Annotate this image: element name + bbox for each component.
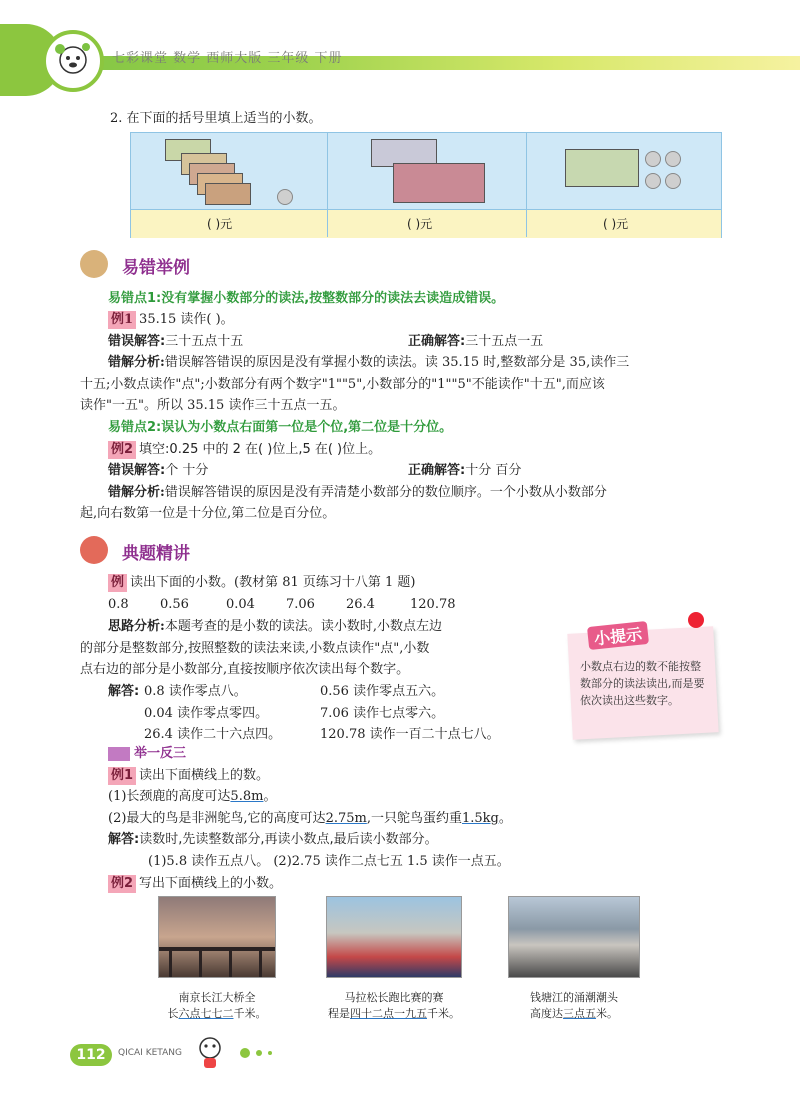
- answer-item: 0.8 读作零点八。: [144, 684, 247, 699]
- footer-dot: [240, 1048, 250, 1058]
- tomato-mascot-icon: [80, 536, 108, 564]
- answer-label: 解答:: [108, 684, 140, 699]
- footer-brand: QICAI KETANG: [118, 1048, 182, 1058]
- analysis-1-line1: 错解分析:错误解答错误的原因是没有掌握小数的读法。读 35.15 时,整数部分是 35,读作三: [108, 355, 630, 370]
- marathon-caption: 马拉松长跑比赛的赛 程是四十二点一九五千米。: [328, 991, 460, 1020]
- right-answer-1: 正确解答:三十五点一五: [408, 334, 544, 349]
- example-2-line: 例2 填空:0.25 中的 2 在( )位上,5 在( )位上。: [108, 439, 381, 461]
- error-point-2-title: 易错点2:误认为小数点右面第一位是个位,第二位是十分位。: [108, 420, 453, 435]
- errors-heading: 易错举例: [122, 258, 190, 278]
- practice-answer-line2: (1)5.8 读作五点八。 (2)2.75 读作二点七五 1.5 读作一点五。: [148, 854, 510, 869]
- answer-blank-3[interactable]: ( )元: [603, 217, 629, 231]
- practice-answer: 解答:读数时,先读整数部分,再读小数点,最后读小数部分。: [108, 832, 438, 847]
- idea-line1: 思路分析:本题考查的是小数的读法。读小数时,小数点左边: [108, 619, 442, 634]
- example-tag: 例1: [108, 311, 136, 329]
- idea-line3: 点右边的部分是小数部分,直接按顺序依次读出每个数字。: [80, 662, 410, 677]
- tip-text: 小数点右边的数不能按整数部分的读法读出,而是要依次读出这些数字。: [580, 660, 705, 707]
- footer-dot: [268, 1051, 272, 1055]
- decimal-numbers: 0.8 0.56 0.04 7.06 26.4 120.78: [108, 597, 456, 612]
- practice-ex1: 例1 读出下面横线上的数。: [108, 765, 269, 787]
- practice-ex2: 例2 写出下面横线上的小数。: [108, 873, 282, 895]
- example-tag: 例2: [108, 441, 136, 459]
- idea-line2: 的部分是整数部分,按照整数的读法来读,小数点读作"点",小数: [80, 641, 430, 656]
- typical-example-line: 例 读出下面的小数。(教材第 81 页练习十八第 1 题): [108, 572, 416, 594]
- bridge-photo: [158, 896, 276, 978]
- footer-dot: [256, 1050, 262, 1056]
- book-icon: [108, 747, 130, 761]
- page-number: 112: [70, 1044, 112, 1066]
- analysis-1-line3: 读作"一五"。所以 35.15 读作三十五点一五。: [80, 398, 346, 413]
- answer-item: 0.04 读作零点零四。: [144, 706, 269, 721]
- tide-caption: 钱塘江的涌潮潮头 高度达三点五米。: [530, 991, 618, 1020]
- potato-mascot-icon: [80, 250, 108, 278]
- analysis-2-line1: 错解分析:错误解答错误的原因是没有弄清楚小数部分的数位顺序。一个小数从小数部分: [108, 485, 607, 500]
- pushpin-icon: [688, 612, 704, 628]
- mascot-footer-icon: [192, 1034, 228, 1072]
- example-1-line: 例1 35.15 读作( )。: [108, 309, 234, 331]
- answer-blank-1[interactable]: ( )元: [207, 217, 233, 231]
- answer-item: 0.56 读作零点五六。: [320, 684, 445, 699]
- bridge-caption: 南京长江大桥全 长六点七七二千米。: [167, 991, 267, 1020]
- wrong-answer-1: 错误解答:三十五点十五: [108, 334, 244, 349]
- practice-heading: 举一反三: [134, 746, 187, 761]
- tide-photo: [508, 896, 640, 978]
- answer-item: 120.78 读作一百二十点七八。: [320, 727, 500, 742]
- money-table: [130, 132, 722, 238]
- answer-item: 26.4 读作二十六点四。: [144, 727, 282, 742]
- q2-prompt: 2. 在下面的括号里填上适当的小数。: [110, 111, 322, 126]
- header-title: 七彩课堂 数学 西师大版 三年级 下册: [112, 51, 343, 66]
- answer-blank-2[interactable]: ( )元: [407, 217, 433, 231]
- practice-ex1-line2: (2)最大的鸟是非洲鸵鸟,它的高度可达2.75m,一只鸵鸟蛋约重1.5kg。: [108, 811, 512, 826]
- answer-item: 7.06 读作七点零六。: [320, 706, 445, 721]
- analysis-1-line2: 十五;小数点读作"点";小数部分有两个数字"1""5",小数部分的"1""5"不能读作"十五",而应该: [80, 377, 605, 392]
- error-point-1-title: 易错点1:没有掌握小数部分的读法,按整数部分的读法去读造成错误。: [108, 291, 505, 306]
- marathon-photo: [326, 896, 462, 978]
- wrong-answer-2: 错误解答:个 十分: [108, 463, 209, 478]
- analysis-2-line2: 起,向右数第一位是十分位,第二位是百分位。: [80, 506, 336, 521]
- mascot-logo-icon: [42, 30, 104, 92]
- typical-heading: 典题精讲: [122, 544, 190, 564]
- practice-ex1-line1: (1)长颈鹿的高度可达5.8m。: [108, 789, 277, 804]
- right-answer-2: 正确解答:十分 百分: [408, 463, 522, 478]
- tip-title: 小提示: [587, 621, 649, 650]
